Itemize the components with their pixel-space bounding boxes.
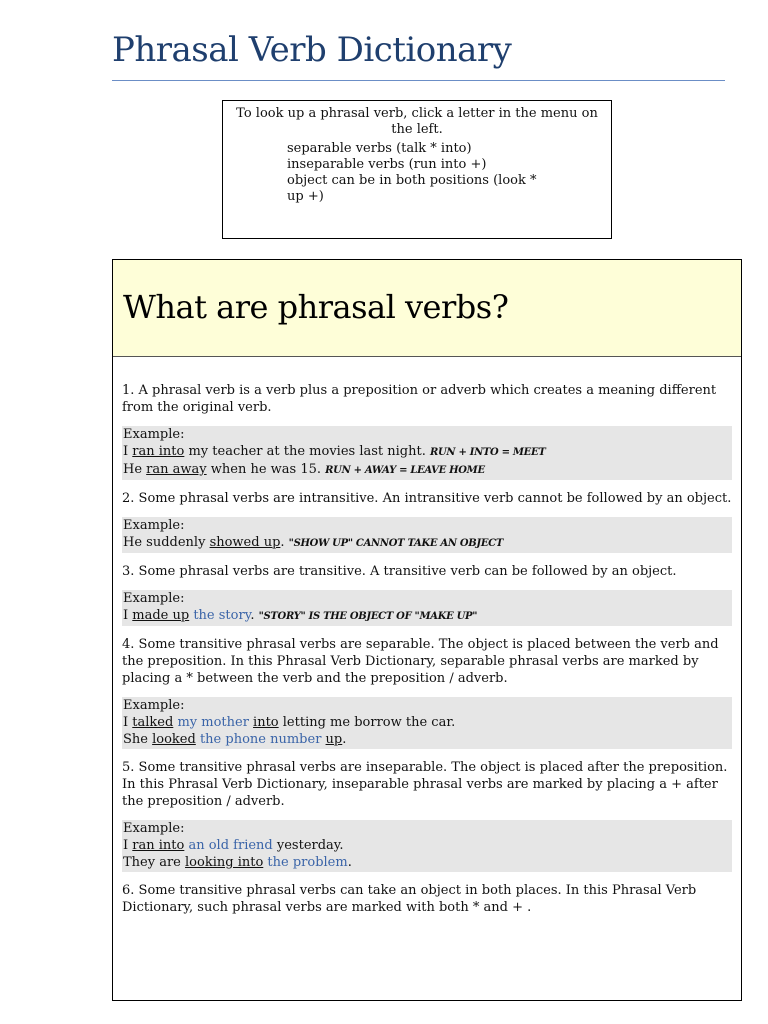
example-object: my mother — [173, 715, 254, 730]
example-line — [123, 534, 732, 552]
example-line — [123, 854, 732, 871]
example-object: an old friend — [184, 838, 273, 853]
phrasal-verb: ran away — [146, 462, 207, 477]
example-text: . — [342, 732, 347, 747]
example-block-4 — [122, 697, 732, 749]
example-text: I — [123, 608, 133, 623]
phrasal-verb: looked — [152, 732, 196, 747]
paragraph-2: 2. Some phrasal verbs are intransitive. An intransitive verb cannot be followed by an object. — [122, 491, 732, 506]
phrasal-verb: looking into — [185, 855, 264, 870]
example-text: . — [280, 535, 289, 550]
example-text: I — [123, 444, 133, 459]
example-label: Example: — [123, 591, 185, 606]
example-text: yesterday. — [272, 838, 344, 853]
instructions-box — [222, 100, 612, 239]
title-divider — [112, 80, 725, 81]
example-text: letting me borrow the car. — [278, 715, 456, 730]
phrasal-verb: ran into — [132, 444, 185, 459]
example-line — [123, 731, 732, 748]
section-header — [113, 260, 741, 357]
example-text: when he was 15. — [206, 462, 326, 477]
example-label: Example: — [123, 821, 185, 836]
verb-particle: up — [325, 732, 343, 747]
section-heading: What are phrasal verbs? — [123, 288, 509, 326]
phrasal-verb: made up — [132, 608, 190, 623]
example-label: Example: — [123, 698, 185, 713]
section-body — [113, 357, 741, 916]
example-object: the phone number — [195, 732, 326, 747]
example-label: Example: — [123, 518, 185, 533]
example-note: RUN + INTO = MEET — [429, 447, 546, 458]
example-line — [123, 714, 732, 731]
paragraph-1: 1. A phrasal verb is a verb plus a preposition or adverb which creates a meaning different from the original verb. — [122, 383, 717, 415]
paragraph-3: 3. Some phrasal verbs are transitive. A transitive verb can be followed by an object. — [122, 564, 677, 579]
example-text: my teacher at the movies last night. — [184, 444, 430, 459]
example-block-5 — [122, 820, 732, 872]
example-block-3 — [122, 590, 732, 626]
example-line — [123, 607, 732, 625]
example-line — [123, 461, 732, 479]
example-note: "STORY" IS THE OBJECT OF "MAKE UP" — [258, 611, 478, 622]
example-text: She — [123, 732, 153, 747]
phrasal-verb: talked — [132, 715, 174, 730]
content-panel — [112, 259, 742, 1001]
example-object: the story — [189, 608, 251, 623]
legend-item-both: object can be in both positions (look * up +) — [287, 173, 537, 204]
example-object: the problem — [263, 855, 348, 870]
example-text: . — [347, 855, 352, 870]
example-line — [123, 837, 732, 854]
paragraph-4: 4. Some transitive phrasal verbs are separable. The object is placed between the verb and the preposition. In this Phrasal Verb Dictionary, separable phrasal verbs are marked by placing a * between the verb and the preposition / adverb. — [122, 637, 719, 686]
legend-item-separable: separable verbs (talk * into) — [287, 141, 472, 156]
example-label: Example: — [123, 427, 185, 442]
paragraph-6: 6. Some transitive phrasal verbs can take an object in both places. In this Phrasal Verb Dictionary, such phrasal verbs are marked with both * and + . — [122, 883, 697, 915]
example-text: He — [123, 462, 147, 477]
example-text: They are — [123, 855, 186, 870]
page-title: Phrasal Verb Dictionary — [112, 30, 512, 70]
example-text: I — [123, 838, 133, 853]
phrasal-verb: showed up — [209, 535, 281, 550]
example-note: "SHOW UP" CANNOT TAKE AN OBJECT — [288, 538, 503, 549]
example-text: . — [250, 608, 259, 623]
example-text: He suddenly — [123, 535, 210, 550]
legend-list — [287, 141, 552, 205]
example-block-1 — [122, 426, 732, 480]
example-note: RUN + AWAY = LEAVE HOME — [325, 465, 485, 476]
legend-item-inseparable: inseparable verbs (run into +) — [287, 157, 487, 172]
paragraph-5: 5. Some transitive phrasal verbs are inseparable. The object is placed after the preposition. In this Phrasal Verb Dictionary, inseparable phrasal verbs are marked by placing a + after the preposition / adverb. — [122, 760, 728, 809]
verb-particle: into — [253, 715, 279, 730]
example-block-2 — [122, 517, 732, 553]
instructions-lead: To look up a phrasal verb, click a letter in the menu on the left. — [236, 106, 598, 137]
example-line — [123, 443, 732, 461]
example-text: I — [123, 715, 133, 730]
phrasal-verb: ran into — [132, 838, 185, 853]
